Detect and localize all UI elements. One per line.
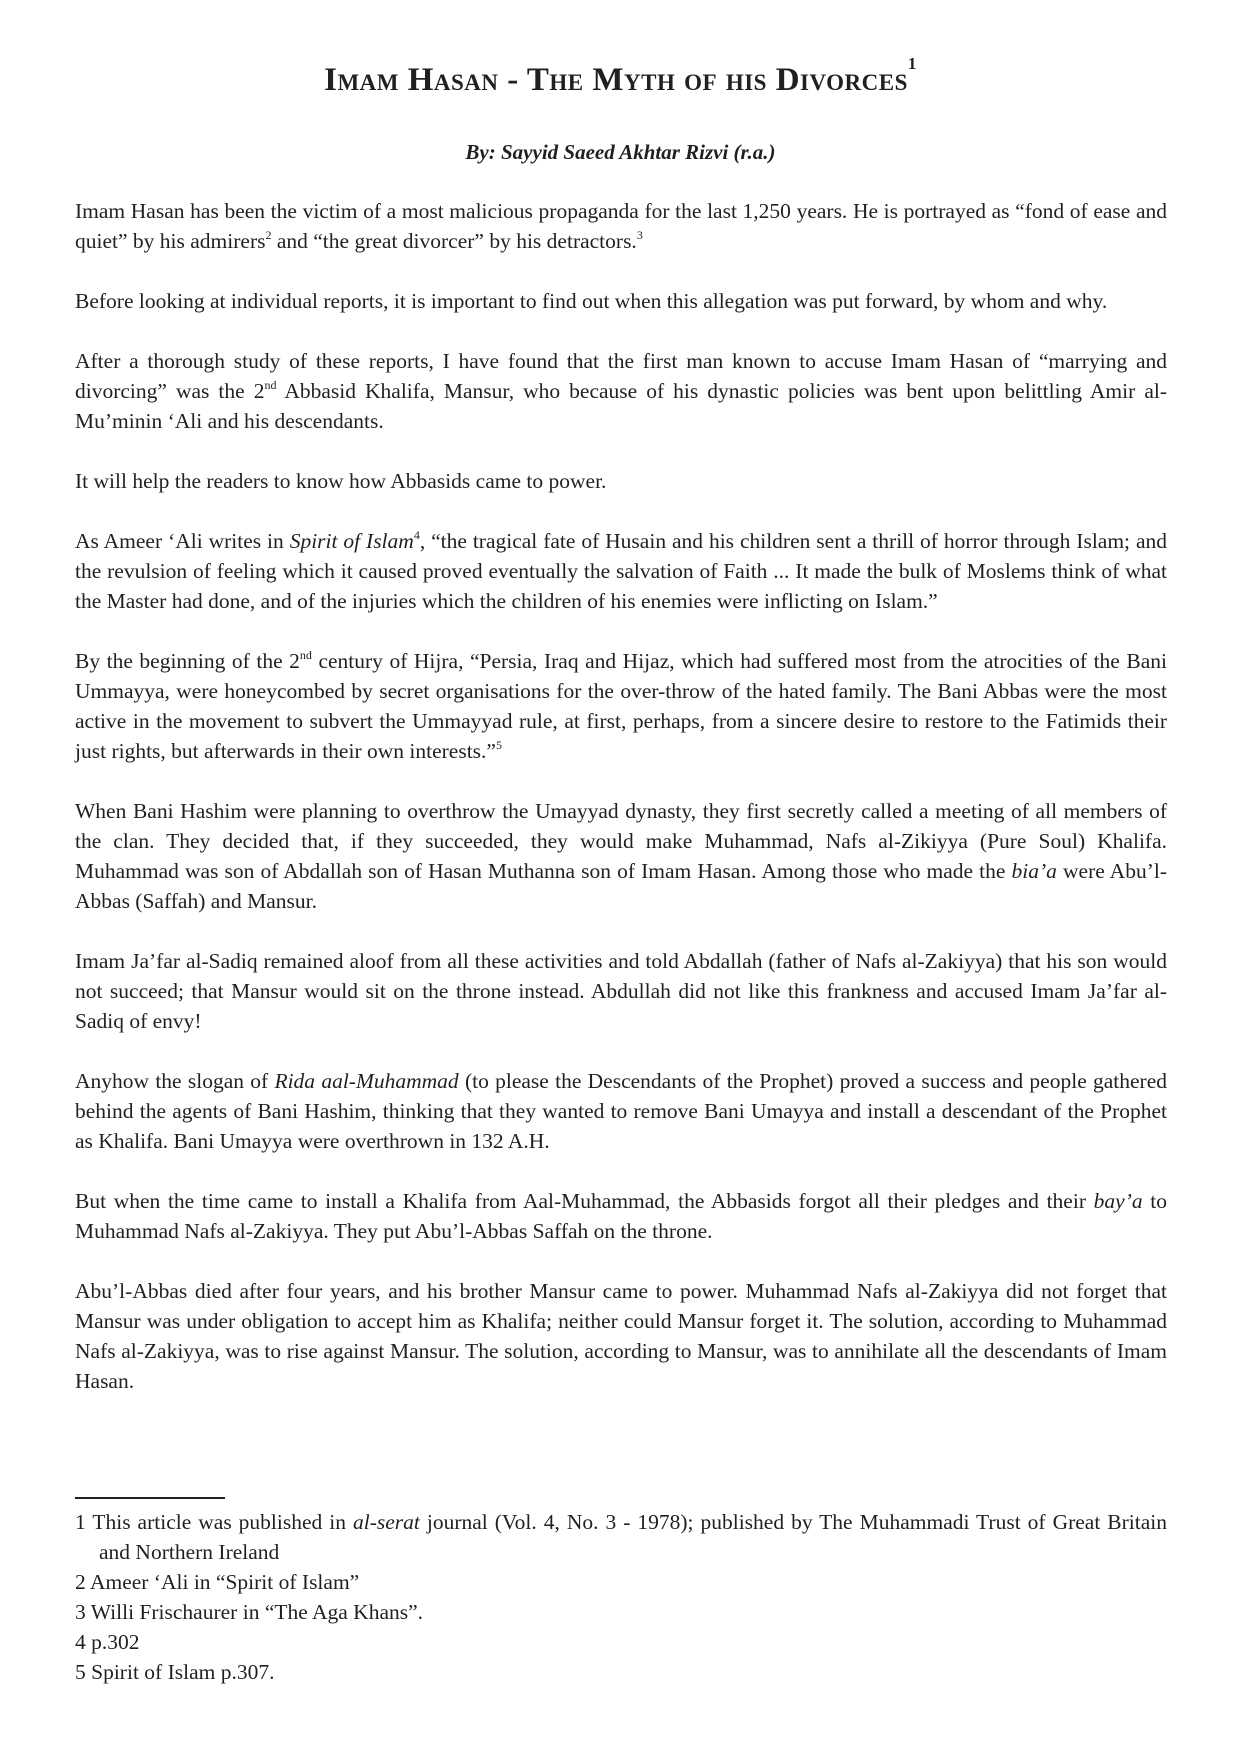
title-text: Imam Hasan - The Myth of his Divorces [324, 62, 908, 98]
paragraph-9: Anyhow the slogan of Rida aal-Muhammad (to please the Descendants of the Prophet) proved a success and people gathered behind the agents of Bani Hashim, thinking that they wanted to remove Bani Umayya and install a descendant of the Prophet as Khalifa. Bani Umayya were overthrown in 132 A.H. [75, 1069, 1168, 1153]
footnote-ref-5[interactable]: 5 [495, 737, 502, 752]
footnote-2: 2 Ameer ‘Ali in “Spirit of Islam” [75, 1570, 360, 1594]
paragraph-11: Abu’l-Abbas died after four years, and his brother Mansur came to power. Muhammad Nafs al-Zakiyya did not forget that Mansur was under obligation to accept him as Khalifa; neither could Mansur forget it. The solution, according to Muhammad Nafs al-Zakiyya, was to rise against Mansur. The solution, according to Mansur, was to annihilate all the descendants of Imam Hasan. [75, 1279, 1167, 1393]
italic-term: Rida aal-Muhammad [274, 1069, 459, 1093]
footnote-3: 3 Willi Frischaurer in “The Aga Khans”. [75, 1600, 424, 1624]
ordinal-suffix: nd [299, 647, 312, 662]
footnotes [75, 1507, 1167, 1687]
footnote-5: 5 Spirit of Islam p.307. [75, 1660, 275, 1684]
footnote-ref-3[interactable]: 3 [636, 227, 643, 242]
footnote-1: 1 This article was published in al-serat journal (Vol. 4, No. 3 - 1978); published by The Muhammadi Trust of Great Britain and Northern Ireland [75, 1510, 1168, 1564]
paragraph-2: Before looking at individual reports, it is important to find out when this allegation was put forward, by whom and why. [75, 289, 1108, 313]
page-title [0, 54, 1241, 99]
paragraph-1: Imam Hasan has been the victim of a most malicious propaganda for the last 1,250 years. He is portrayed as “fond of ease and quiet” by his admirers$^2$ and “the great divorcer” by his detractors.$^3$ [75, 199, 1167, 253]
paragraph-6: By the beginning of the 2nd century of Hijra, “Persia, Iraq and Hijaz, which had suffered most from the atrocities of the Bani Ummayya, were honeycombed by secret organisations for the over-throw of the hated family. The Bani Abbas were the most active in the movement to subvert the Ummayyad rule, at first, perhaps, from a sincere desire to restore to the Fatimids their just rights, but afterwards in their own interests.”$^5$ [75, 647, 1167, 763]
footnote-divider [75, 1497, 225, 1499]
book-title-italic: Spirit of Islam [289, 529, 414, 553]
footnote-ref-2[interactable]: 2 [265, 227, 272, 242]
article-body [75, 196, 1167, 1426]
paragraph-4: It will help the readers to know how Abbasids came to power. [75, 469, 607, 493]
italic-term: bay’a [1093, 1189, 1143, 1213]
journal-title-italic: al-serat [352, 1510, 420, 1534]
ordinal-suffix: nd [264, 377, 277, 392]
paragraph-8: Imam Ja’far al-Sadiq remained aloof from all these activities and told Abdallah (father of Nafs al-Zakiyya) that his son would not succeed; that Mansur would sit on the throne instead. Abdullah did not like this frankness and accused Imam Ja’far al-Sadiq of envy! [75, 949, 1167, 1033]
author-byline: By: Sayyid Saeed Akhtar Rizvi (r.a.) [465, 140, 776, 164]
paragraph-10: But when the time came to install a Khalifa from Aal-Muhammad, the Abbasids forgot all their pledges and their bay’a to Muhammad Nafs al-Zakiyya. They put Abu’l-Abbas Saffah on the throne. [75, 1189, 1167, 1243]
italic-term: bia’a [1011, 859, 1057, 883]
paragraph-5: As Ameer ‘Ali writes in Spirit of Islam$^4$, “the tragical fate of Husain and his children sent a thrill of horror through Islam; and the revulsion of feeling which it caused proved eventually the salvation of Faith ... It made the bulk of Moslems think of what the Master had done, and of the injuries which the children of his enemies were inflicting on Islam.” [75, 527, 1167, 613]
footnote-4: 4 p.302 [75, 1630, 140, 1654]
paragraph-7: When Bani Hashim were planning to overthrow the Umayyad dynasty, they first secretly called a meeting of all members of the clan. They decided that, if they succeeded, they would make Muhammad, Nafs al-Zikiyya (Pure Soul) Khalifa. Muhammad was son of Abdallah son of Hasan Muthanna son of Imam Hasan. Among those who made the bia’a were Abu’l-Abbas (Saffah) and Mansur. [75, 799, 1167, 913]
title-footnote-marker[interactable]: 1 [907, 54, 917, 73]
paragraph-3: After a thorough study of these reports, I have found that the first man known to accuse Imam Hasan of “marrying and divorcing” was the 2nd Abbasid Khalifa, Mansur, who because of his dynastic policies was bent upon belittling Amir al-Mu’minin ‘Ali and his descendants. [75, 349, 1167, 433]
footnote-ref-4[interactable]: 4 [413, 527, 420, 542]
